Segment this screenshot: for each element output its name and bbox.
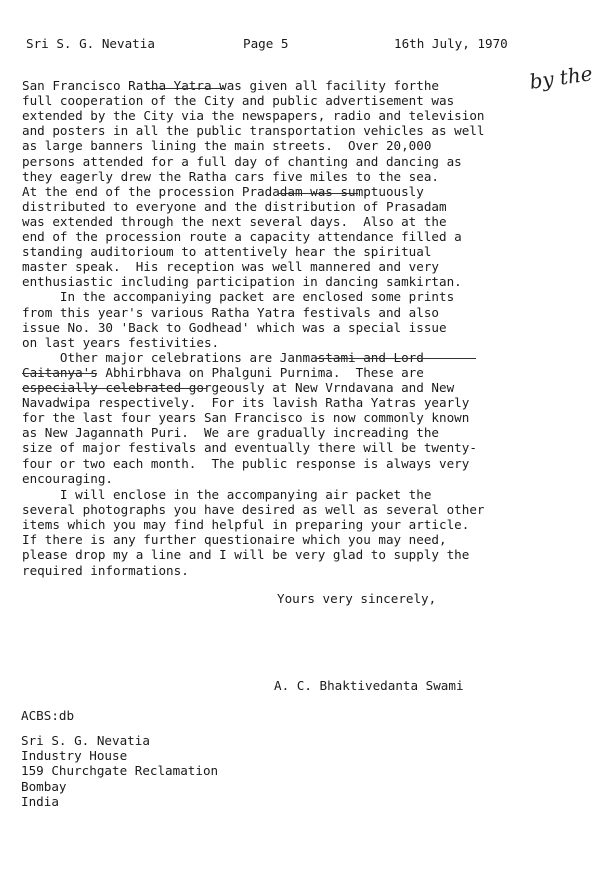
body-line: end of the procession route a capacity attendance filled a	[22, 229, 462, 244]
header-date: 16th July, 1970	[394, 36, 508, 51]
underline-janmastami	[316, 358, 476, 359]
body-line: issue No. 30 'Back to Godhead' which was a special issue	[22, 319, 447, 335]
body-line: for the last four years San Francisco is now commonly known	[22, 410, 470, 426]
body-line: enthusiastic including participation in dancing samkirtan.	[22, 274, 462, 290]
header-page-number: Page 5	[243, 36, 289, 51]
body-line: Other major celebrations are Janmastami and Lord	[22, 349, 424, 365]
closing-line: please drop my a line and I will be very glad to supply the	[22, 547, 470, 563]
underline-caitanya	[22, 373, 97, 374]
reference-initials: ACBS:db	[21, 708, 75, 723]
closing-line: items which you may find helpful in preparing your article.	[22, 517, 470, 533]
body-line: standing auditorioum to attentively hear the spiritual	[22, 244, 432, 260]
body-line: master speak. His reception was well mannered and very	[22, 259, 440, 275]
body-line: especially celebrated gorgeously at New Vrndavana and New	[22, 380, 455, 395]
underline-especially-celebrated	[22, 388, 207, 389]
address-line: Industry House	[21, 748, 128, 764]
underline-pradadam	[278, 193, 358, 194]
body-line: from this year's various Ratha Yatra festivals and also	[22, 304, 440, 320]
address-line: 159 Churchgate Reclamation	[21, 763, 219, 779]
body-line: on last years festivities.	[22, 334, 220, 350]
body-line: as large banners lining the main streets. Over 20,000	[22, 138, 432, 154]
body-line: four or two each month. The public response is always very	[22, 455, 470, 471]
signature-name: A. C. Bhaktivedanta Swami	[274, 678, 464, 693]
closing-line: required informations.	[22, 562, 189, 578]
body-line: distributed to everyone and the distribution of Prasadam	[22, 198, 447, 214]
body-line: San Francisco Ratha Yatra was given all facility forthe	[22, 78, 440, 93]
body-line: Navadwipa respectively. For its lavish Ratha Yatras yearly	[22, 395, 470, 411]
body-line: extended by the City via the newspapers, radio and television	[22, 108, 485, 124]
body-line: as New Jagannath Puri. We are gradually increading the	[22, 425, 440, 441]
header-recipient: Sri S. G. Nevatia	[26, 36, 155, 51]
body-line: persons attended for a full day of chanting and dancing as	[22, 153, 462, 169]
body-line: was extended through the next several days. Also at the	[22, 213, 447, 229]
body-line: In the accompaniying packet are enclosed some prints	[22, 289, 455, 305]
body-line: full cooperation of the City and public advertisement was	[22, 93, 455, 109]
underline-ratha-yatra	[147, 88, 225, 89]
body-line: At the end of the procession Pradadam was sumptuously	[22, 183, 424, 199]
valediction: Yours very sincerely,	[277, 591, 437, 606]
body-line: they eagerly drew the Ratha cars five miles to the sea.	[22, 168, 440, 184]
address-line: Sri S. G. Nevatia	[21, 733, 150, 748]
closing-line: several photographs you have desired as well as several other	[22, 502, 485, 518]
body-line: encouraging.	[22, 470, 113, 486]
closing-line: I will enclose in the accompanying air packet the	[22, 487, 432, 502]
address-line: India	[21, 793, 59, 809]
body-line: and posters in all the public transportation vehicles as well	[22, 123, 485, 139]
body-line: size of major festivals and eventually there will be twenty-	[22, 440, 477, 456]
handwritten-annotation: by the	[528, 61, 594, 94]
closing-line: If there is any further questionaire which you may need,	[22, 532, 447, 548]
body-line: Caitanya's Abhirbhava on Phalguni Purnima. These are	[22, 364, 424, 380]
address-line: Bombay	[21, 778, 67, 794]
